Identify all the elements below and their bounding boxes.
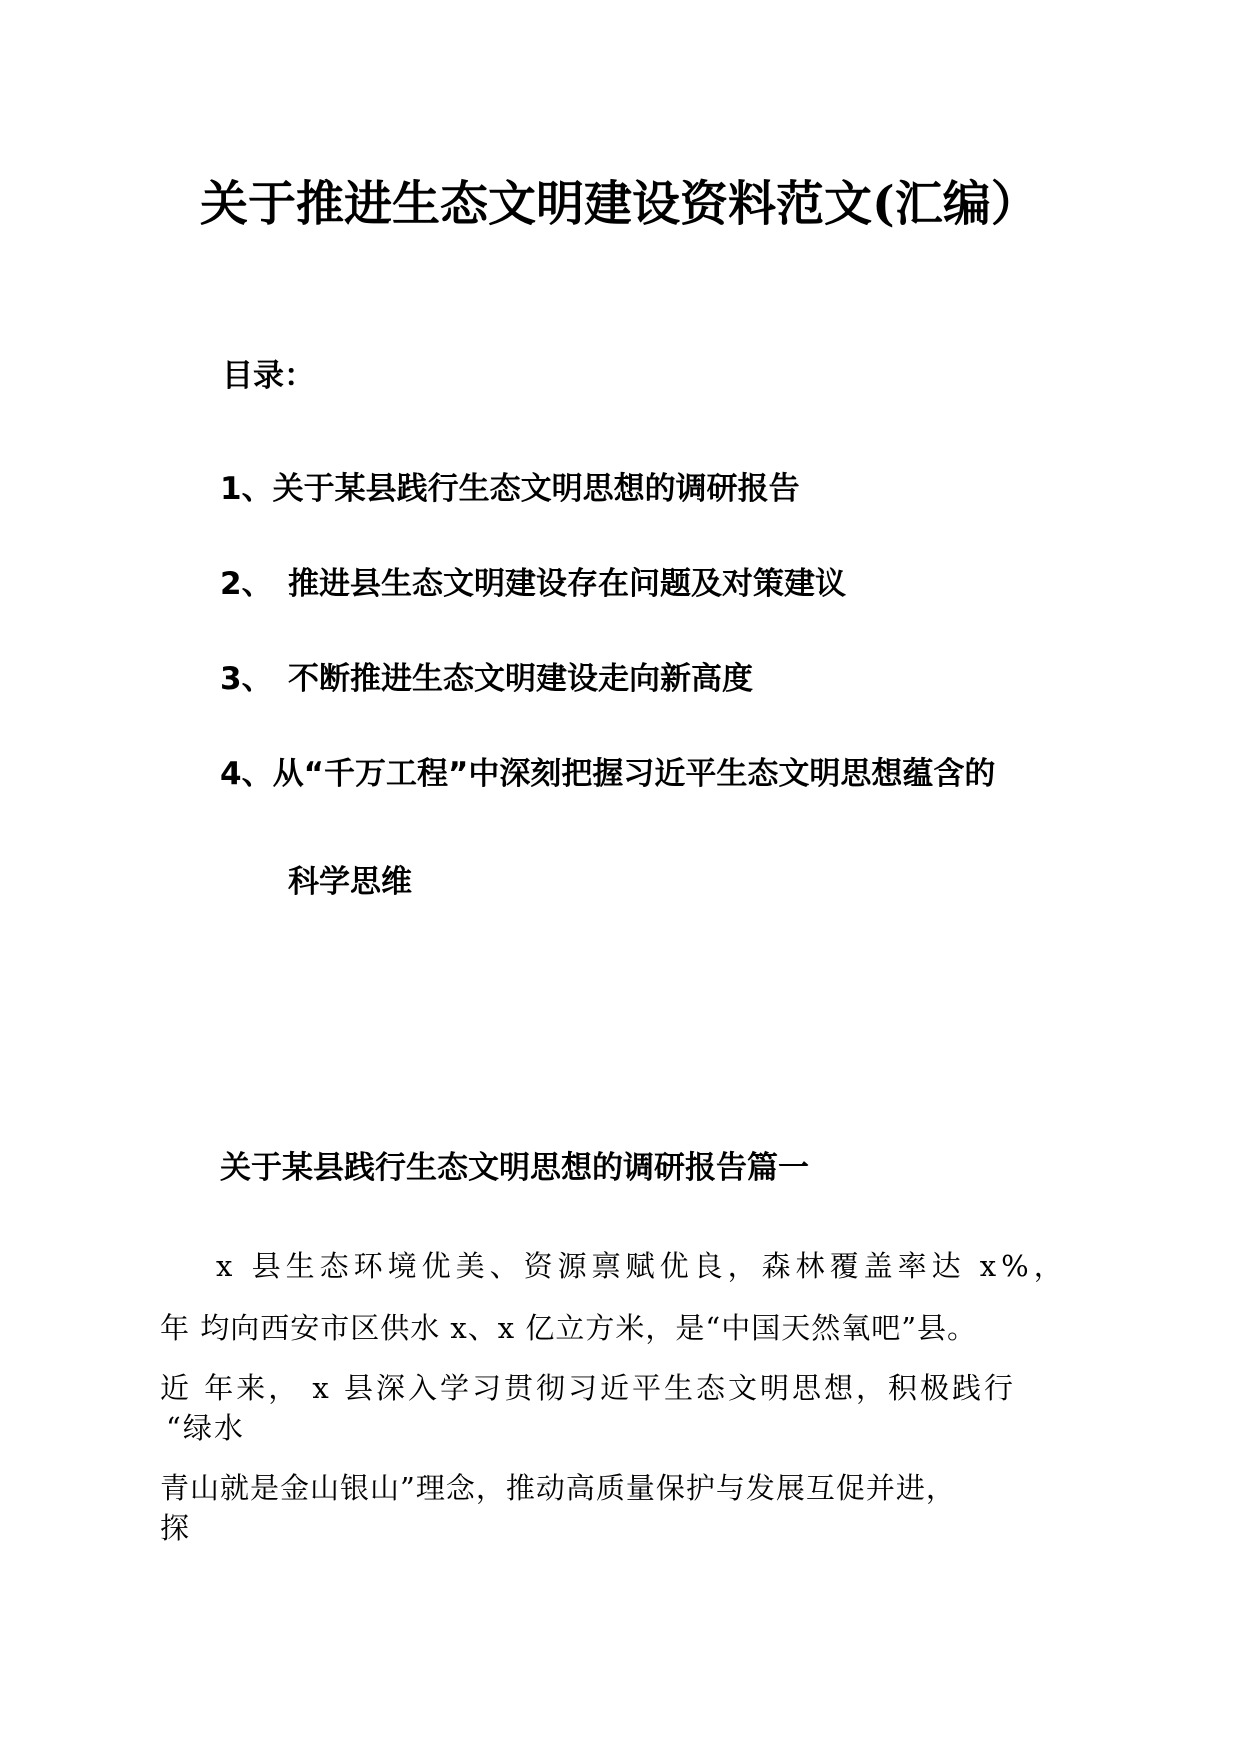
body-text-line: 探 (160, 1511, 192, 1545)
toc-item-number: 2、 (220, 566, 273, 602)
toc-item-2 (220, 562, 846, 606)
toc-item-4-continuation: 科学思维 (288, 864, 412, 900)
body-text-line: x 县生态环境优美、资源禀赋优良，森林覆盖率达 x%， (216, 1249, 1068, 1283)
section-heading: 关于某县践行生态文明思想的调研报告篇一 (220, 1150, 809, 1186)
body-text-line: “绿水 (166, 1411, 245, 1445)
toc-item-text: 不断推进生态文明建设走向新高度 (288, 661, 753, 697)
toc-item-3 (220, 657, 753, 701)
toc-item-number: 3、 (220, 661, 273, 697)
toc-item-text: 从“千万工程”中深刻把握习近平生态文明思想蕴含的 (272, 756, 996, 792)
toc-item-number: 1、 (220, 471, 273, 507)
body-text-line: 年 均向西安市区供水 x、x 亿立方米，是“中国天然氧吧”县。 (160, 1311, 978, 1345)
body-text-line: 近 年来， x 县深入学习贯彻习近平生态文明思想，积极践行 (160, 1371, 1017, 1405)
toc-item-text: 推进县生态文明建设存在问题及对策建议 (288, 566, 846, 602)
toc-item-text: 关于某县践行生态文明思想的调研报告 (272, 471, 800, 507)
toc-heading: 目录： (222, 358, 315, 394)
toc-item-4 (220, 752, 995, 796)
body-text-line: 青山就是金山银山”理念，推动高质量保护与发展互促并进， (160, 1471, 956, 1505)
document-title: 关于推进生态文明建设资料范文(汇编） (200, 176, 1039, 232)
toc-item-number: 4、 (220, 756, 273, 792)
toc-item-1 (220, 467, 800, 511)
